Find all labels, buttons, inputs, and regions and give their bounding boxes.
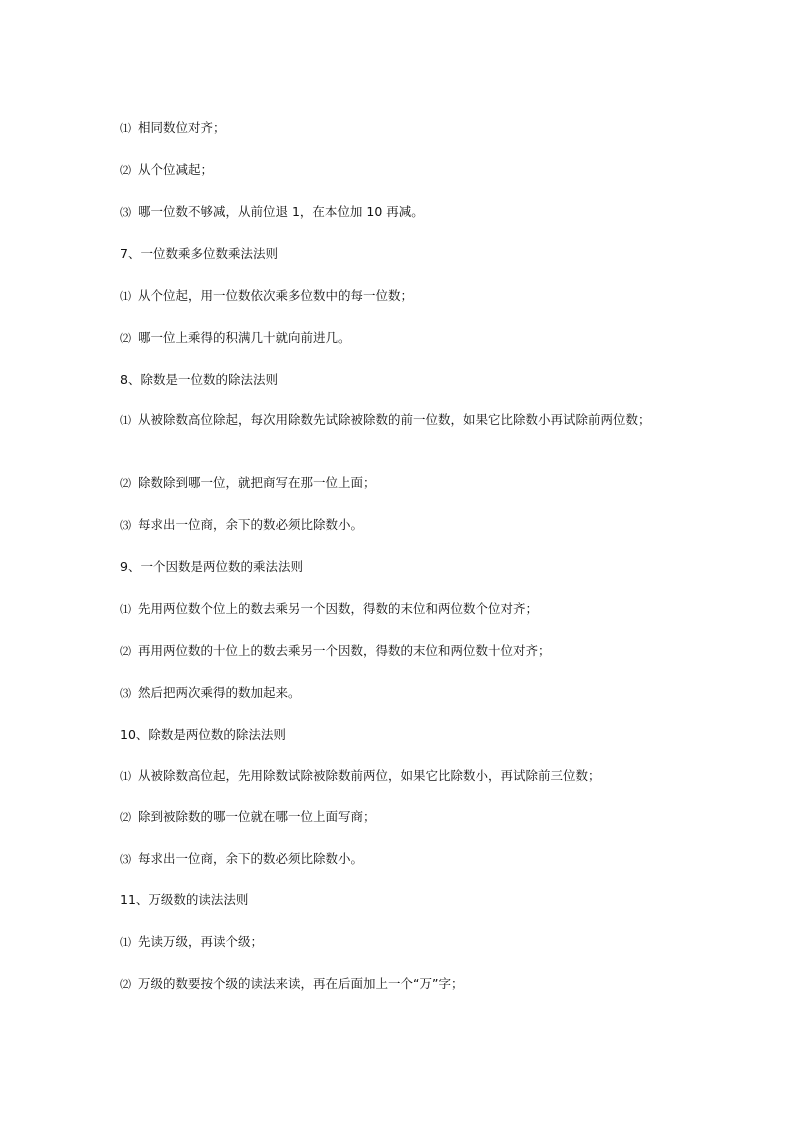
rule-line bbox=[120, 849, 680, 870]
item-number: ⑴ bbox=[120, 122, 131, 135]
rule-text: 相同数位对齐； bbox=[138, 120, 226, 135]
item-number: ⑵ bbox=[120, 978, 131, 991]
item-number: ⑵ bbox=[120, 332, 131, 345]
item-number: ⑵ bbox=[120, 645, 131, 658]
rule-line bbox=[120, 932, 680, 953]
item-number: ⑶ bbox=[120, 687, 131, 700]
rule-text: 从个位减起； bbox=[138, 162, 214, 177]
rule-text: 万级的数要按个级的读法来读，再在后面加上一个“万”字； bbox=[138, 976, 464, 991]
item-number: ⑴ bbox=[120, 603, 131, 616]
rule-text: 先读万级，再读个级； bbox=[138, 934, 264, 949]
rule-line bbox=[120, 202, 680, 223]
rule-line bbox=[120, 410, 680, 431]
item-number: ⑵ bbox=[120, 164, 131, 177]
rule-text: 从被除数高位起，先用除数试除被除数前两位，如果它比除数小，再试除前三位数； bbox=[138, 768, 601, 783]
item-number: ⑴ bbox=[120, 290, 131, 303]
section-heading: 9、一个因数是两位数的乘法法则 bbox=[120, 559, 303, 574]
rule-text: 先用两位数个位上的数去乘另一个因数，得数的末位和两位数个位对齐； bbox=[138, 601, 539, 616]
item-number: ⑴ bbox=[120, 414, 131, 427]
rule-line bbox=[120, 599, 680, 620]
item-number: ⑵ bbox=[120, 477, 131, 490]
section-heading: 7、一位数乘多位数乘法法则 bbox=[120, 246, 278, 261]
rule-line bbox=[120, 515, 680, 536]
rule-line bbox=[120, 766, 680, 787]
rule-text: 每求出一位商，余下的数必须比除数小。 bbox=[138, 851, 364, 866]
rule-text: 从被除数高位除起，每次用除数先试除被除数的前一位数，如果它比除数小再试除前两位数； bbox=[138, 412, 651, 427]
rule-line bbox=[120, 807, 680, 828]
rule-line bbox=[120, 974, 680, 995]
item-number: ⑴ bbox=[120, 936, 131, 949]
rule-line bbox=[120, 286, 680, 307]
rule-text: 然后把两次乘得的数加起来。 bbox=[138, 685, 301, 700]
item-number: ⑶ bbox=[120, 519, 131, 532]
item-number: ⑴ bbox=[120, 770, 131, 783]
section-heading: 11、万级数的读法法则 bbox=[120, 892, 249, 907]
rule-text: 从个位起，用一位数依次乘多位数中的每一位数； bbox=[138, 288, 414, 303]
section-heading: 10、除数是两位数的除法法则 bbox=[120, 727, 286, 742]
rule-text: 哪一位数不够减，从前位退 1，在本位加 10 再减。 bbox=[138, 204, 424, 219]
rule-text: 每求出一位商，余下的数必须比除数小。 bbox=[138, 517, 364, 532]
rule-line bbox=[120, 683, 680, 704]
rule-line bbox=[120, 118, 680, 139]
rule-text: 除数除到哪一位，就把商写在那一位上面； bbox=[138, 475, 376, 490]
rule-text: 再用两位数的十位上的数去乘另一个因数，得数的末位和两位数十位对齐； bbox=[138, 643, 551, 658]
rule-line bbox=[120, 160, 680, 181]
rule-text: 哪一位上乘得的积满几十就向前进几。 bbox=[138, 330, 351, 345]
item-number: ⑶ bbox=[120, 853, 131, 866]
item-number: ⑶ bbox=[120, 206, 131, 219]
rule-line bbox=[120, 641, 680, 662]
rule-text: 除到被除数的哪一位就在哪一位上面写商； bbox=[138, 809, 376, 824]
item-number: ⑵ bbox=[120, 811, 131, 824]
section-heading: 8、除数是一位数的除法法则 bbox=[120, 372, 278, 387]
rule-line bbox=[120, 473, 680, 494]
rule-line bbox=[120, 328, 680, 349]
